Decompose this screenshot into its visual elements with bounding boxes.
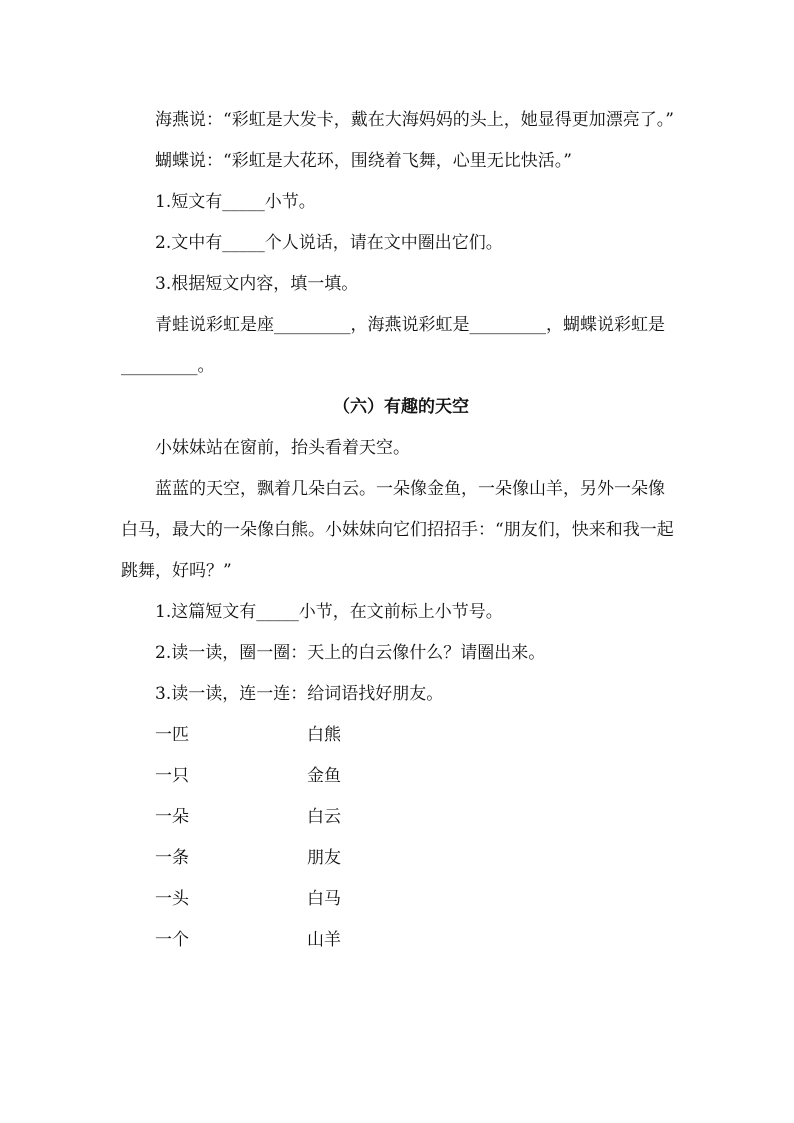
noun-word: 白马 (307, 889, 341, 909)
question-3-fill: 3.根据短文内容，填一填。 (155, 274, 359, 294)
matching-row (121, 838, 681, 879)
measure-word: 一只 (155, 766, 189, 786)
worksheet-content (121, 100, 681, 961)
question-2-circle: 2.读一读，圈一圈：天上的白云像什么？请圈出来。 (155, 643, 546, 663)
measure-word: 一朵 (155, 807, 189, 827)
noun-word: 白熊 (307, 725, 341, 745)
paragraph-hudie: 蝴蝶说：“彩虹是大花环，围绕着飞舞，心里无比快活。” (155, 151, 572, 171)
measure-word: 一条 (155, 848, 189, 868)
paragraph-haiyan: 海燕说：“彩虹是大发卡，戴在大海妈妈的头上，她显得更加漂亮了。” (155, 110, 674, 130)
measure-word: 一匹 (155, 725, 189, 745)
matching-list (121, 715, 681, 961)
question-3-match: 3.读一读，连一连：给词语找好朋友。 (155, 684, 444, 704)
question-2-speakers: 2.文中有_____个人说话，请在文中圈出它们。 (155, 233, 503, 253)
paragraph-sister-window: 小妹妹站在窗前，抬头看着天空。 (155, 438, 410, 458)
paragraph-blue-sky: 蓝蓝的天空，飘着几朵白云。一朵像金鱼，一朵像山羊，另外一朵像白马，最大的一朵像白熊。小妹妹向它们招招手：“朋友们，快来和我一起跳舞，好吗？” (121, 479, 674, 581)
measure-word: 一头 (155, 889, 189, 909)
noun-word: 白云 (307, 807, 341, 827)
matching-row (121, 920, 681, 961)
matching-row (121, 879, 681, 920)
noun-word: 朋友 (307, 848, 341, 868)
noun-word: 山羊 (307, 930, 341, 950)
matching-row (121, 715, 681, 756)
question-1-mark-sections: 1.这篇短文有_____小节，在文前标上小节号。 (155, 602, 503, 622)
fill-blank-rainbow: 青蛙说彩虹是座_________，海燕说彩虹是_________，蝴蝶说彩虹是_________。 (121, 315, 665, 376)
measure-word: 一个 (155, 930, 189, 950)
noun-word: 金鱼 (307, 766, 341, 786)
matching-row (121, 797, 681, 838)
question-1-sections: 1.短文有_____小节。 (155, 192, 316, 212)
section-title-interesting-sky: （六）有趣的天空 (333, 397, 469, 417)
matching-row (121, 756, 681, 797)
